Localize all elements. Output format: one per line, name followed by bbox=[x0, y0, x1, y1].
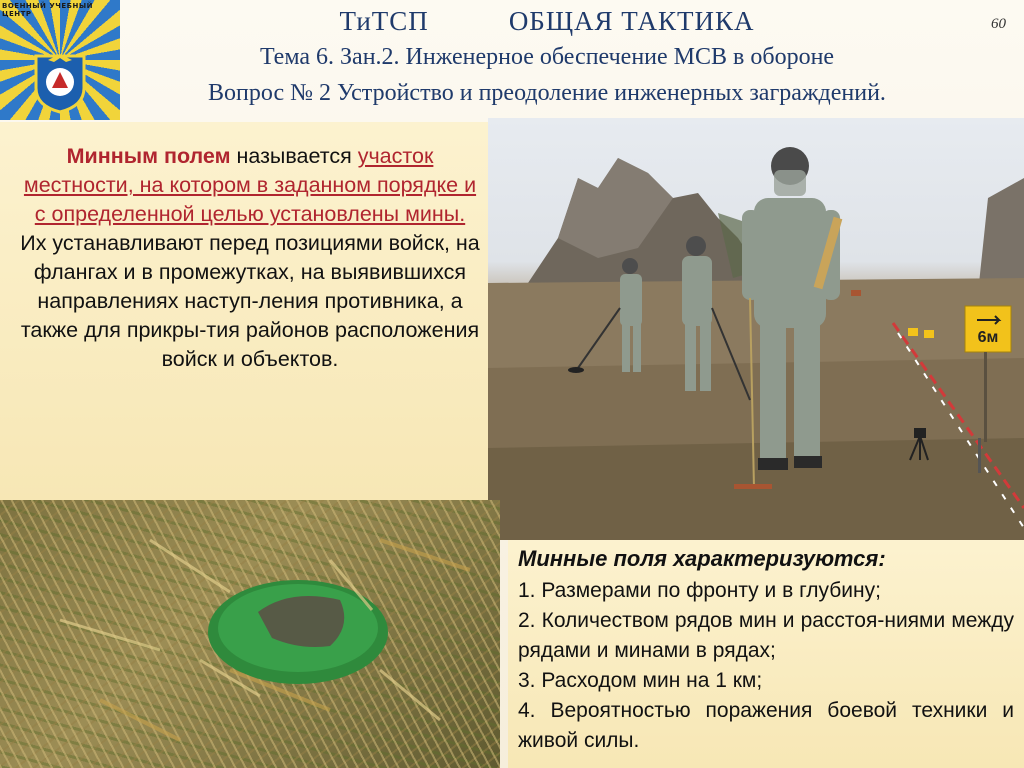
definition-verb: называется bbox=[230, 144, 358, 168]
list-item: 3. Расходом мин на 1 км; bbox=[518, 669, 763, 692]
deminers-field-photo bbox=[488, 118, 1024, 540]
course-code: ТиТСП bbox=[339, 6, 429, 36]
field-photo-drawing bbox=[488, 118, 1024, 540]
course-name: ОБЩАЯ ТАКТИКА bbox=[508, 6, 755, 36]
list-item: 4. Вероятностью поражения боевой техники и живой силы. bbox=[518, 699, 1014, 752]
definition-underlined: участок местности, на котором в заданном порядке и с определенной целью установлены мины. bbox=[23, 144, 477, 226]
military-emblem bbox=[0, 0, 120, 120]
characteristics-title: Минные поля характеризуются: bbox=[518, 546, 886, 571]
question-title: Вопрос № 2 Устройство и преодоление инженерных заграждений. bbox=[208, 80, 886, 106]
mine-photo-drawing bbox=[0, 500, 500, 768]
list-item: 2. Количеством рядов мин и расстоя-ниями между рядами и минами в рядах; bbox=[518, 609, 1014, 662]
characteristics-box bbox=[508, 540, 1024, 768]
definition-term: Минным полем bbox=[66, 144, 231, 168]
page-number: 60 bbox=[991, 16, 1006, 32]
definition-box bbox=[0, 122, 488, 500]
eagle-shield-icon bbox=[32, 52, 88, 114]
distance-sign-text: 6м bbox=[977, 329, 999, 346]
emblem-ring-text: ВОЕННЫЙ УЧЕБНЫЙ ЦЕНТР bbox=[2, 2, 93, 18]
definition-text bbox=[16, 142, 484, 374]
definition-body: Их устанавливают перед позициями войск, на флангах и в промежутках, на выявившихся направлениях наступ-ления противника, а также для прикры-тия районов расположения войск и объектов. bbox=[20, 231, 480, 371]
mountain-right bbox=[978, 178, 1024, 293]
characteristics-list bbox=[518, 576, 1014, 756]
list-item: 1. Размерами по фронту и в глубину; bbox=[518, 579, 881, 602]
course-title bbox=[130, 6, 964, 37]
mine-in-grass-photo bbox=[0, 500, 500, 768]
topic-title: Тема 6. Зан.2. Инженерное обеспечение МСВ в обороне bbox=[259, 44, 835, 70]
